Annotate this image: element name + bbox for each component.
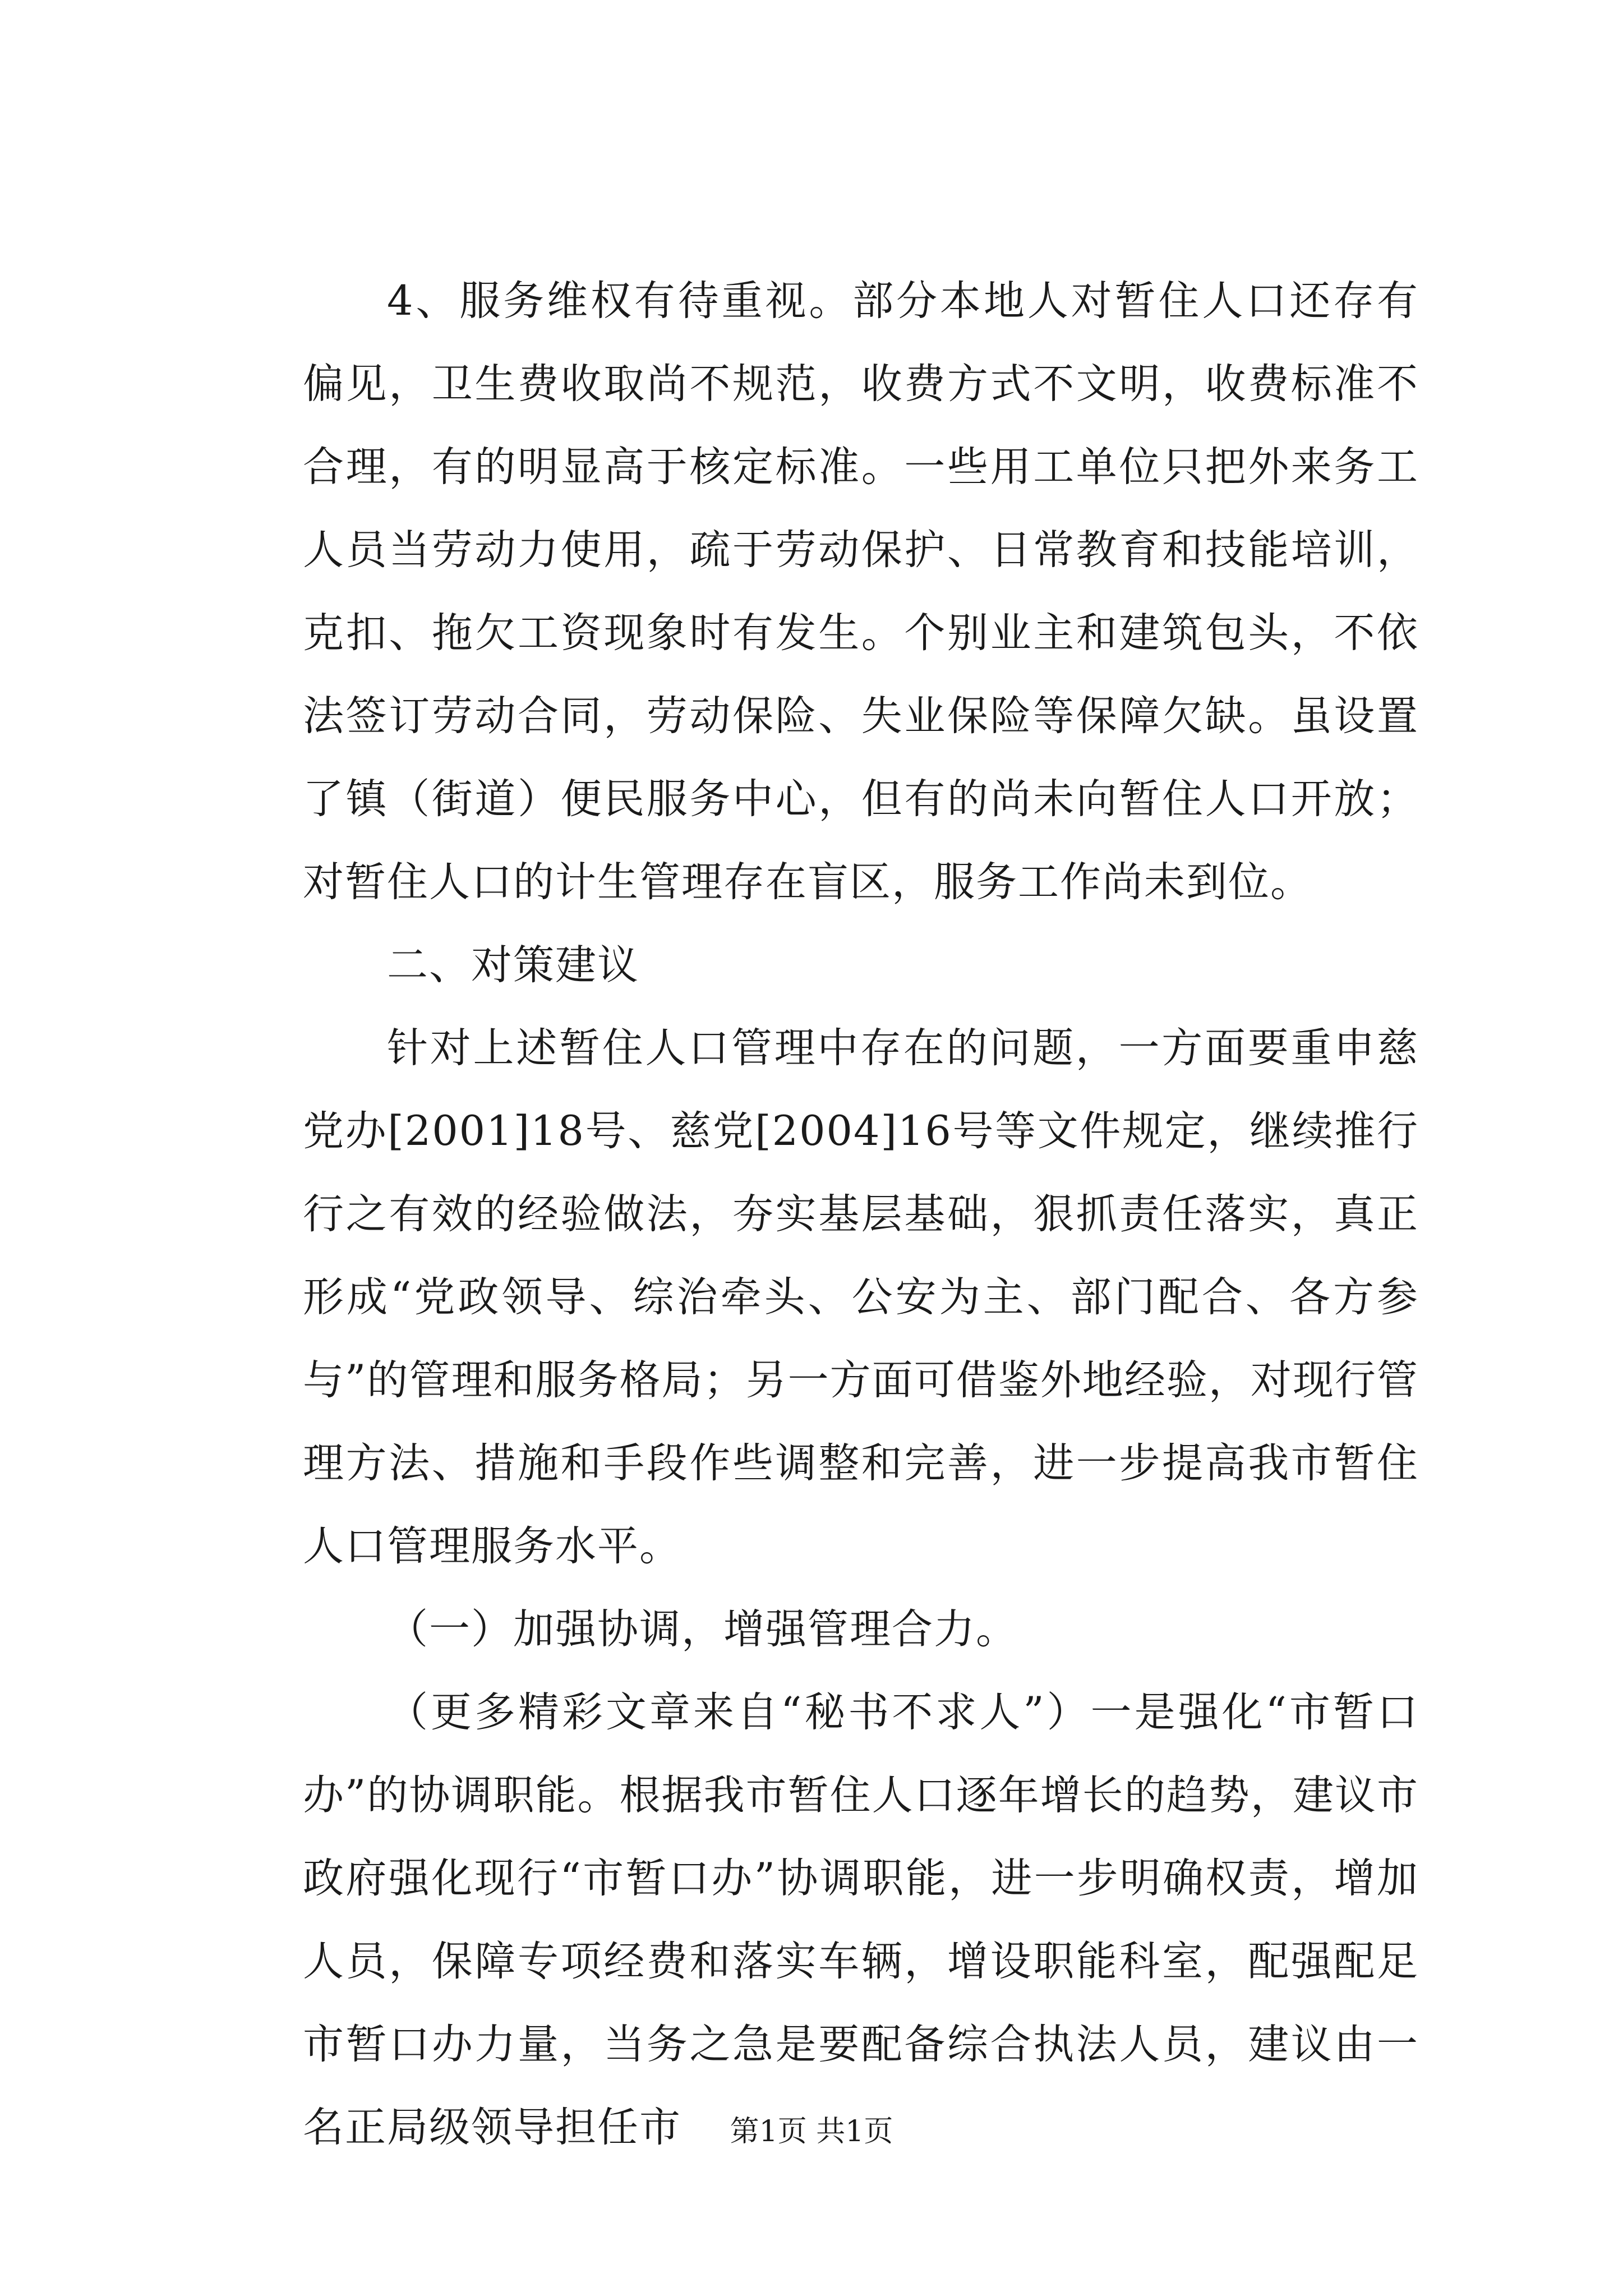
paragraph-countermeasures-intro: 针对上述暂住人口管理中存在的问题，一方面要重申慈党办[2001]18号、慈党[2004]16号等文件规定，继续推行行之有效的经验做法，夯实基层基础，狠抓责任落实，真正形成“党政领导、综治牵头、公安为主、部门配合、各方参与”的管理和服务格局；另一方面可借鉴外地经验，对现行管理方法、措施和手段作些调整和完善，进一步提高我市暂住人口管理服务水平。 xyxy=(303,1024,1419,1570)
subsection-heading-coordination: （一）加强协调，增强管理合力。 xyxy=(387,1605,1018,1653)
section-heading-countermeasures: 二、对策建议 xyxy=(387,941,639,989)
paragraph-service-rights: 4、服务维权有待重视。部分本地人对暂住人口还存有偏见，卫生费收取尚不规范，收费方式不文明，收费标准不合理，有的明显高于核定标准。一些用工单位只把外来务工人员当劳动力使用，疏于劳动保护、日常教育和技能培训，克扣、拖欠工资现象时有发生。个别业主和建筑包头，不依法签订劳动合同，劳动保险、失业保险等保障欠缺。虽设置了镇（街道）便民服务中心，但有的尚未向暂住人口开放；对暂住人口的计生管理存在盲区，服务工作尚未到位。 xyxy=(303,277,1419,906)
document-body xyxy=(303,260,1419,2169)
page-footer: 第1页 共1页 xyxy=(730,2115,893,2148)
paragraph-coordination-detail: （更多精彩文章来自“秘书不求人”）一是强化“市暂口办”的协调职能。根据我市暂住人口逐年增长的趋势，建议市政府强化现行“市暂口办”协调职能，进一步明确权责，增加人员，保障专项经费和落实车辆，增设职能科室，配强配足市暂口办力量，当务之急是要配备综合执法人员，建议由一名正局级领导担任市 xyxy=(303,1688,1419,2151)
